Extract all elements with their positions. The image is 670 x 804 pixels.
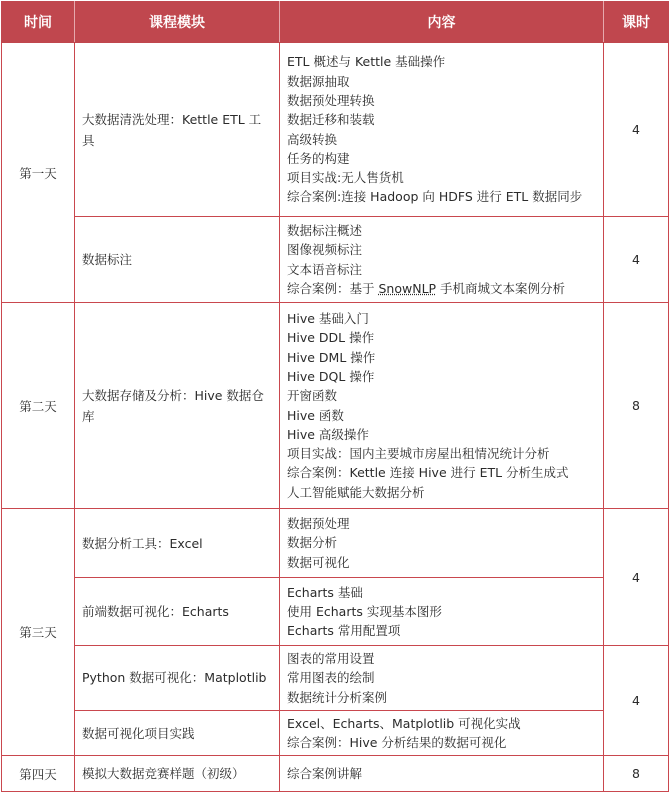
module-cell: 数据可视化项目实践	[75, 710, 280, 756]
table-row	[2, 578, 669, 646]
content-cell	[280, 509, 604, 578]
table-row	[2, 756, 669, 792]
module-cell: 数据标注	[75, 217, 280, 303]
hours-cell: 4	[604, 509, 669, 646]
hours-cell: 8	[604, 756, 669, 792]
content-line: ETL 概述与 Kettle 基础操作	[287, 54, 446, 70]
content-line: 高级转换	[287, 131, 338, 147]
table-header-row	[2, 2, 669, 43]
content-line: 数据分析	[287, 535, 338, 551]
header-content: 内容	[280, 2, 604, 43]
module-cell: 模拟大数据竞赛样题（初级）	[75, 756, 280, 792]
content-cell	[280, 756, 604, 792]
module-cell: 大数据存储及分析：Hive 数据仓库	[75, 303, 280, 509]
table-row	[2, 509, 669, 578]
header-hours: 课时	[604, 2, 669, 43]
content-cell	[280, 43, 604, 217]
table-row	[2, 217, 669, 303]
module-cell: 数据分析工具：Excel	[75, 509, 280, 578]
table-row	[2, 303, 669, 509]
content-line: 综合案例:连接 Hadoop 向 HDFS 进行 ETL 数据同步	[287, 189, 583, 205]
day-2-cell: 第二天	[2, 303, 75, 509]
content-line: 数据源抽取	[287, 73, 350, 89]
content-line: 数据预处理转换	[287, 92, 375, 108]
snownlp-term: SnowNLP	[378, 280, 437, 296]
content-line: 开窗函数	[287, 388, 338, 404]
content-line: 数据可视化	[287, 554, 350, 570]
content-line: 项目实战：国内主要城市房屋出租情况统计分析	[287, 446, 550, 462]
content-text: 综合案例：基于	[287, 280, 379, 296]
course-schedule-table	[1, 1, 669, 792]
content-line: Hive DQL 操作	[287, 368, 375, 384]
content-line: 综合案例：Kettle 连接 Hive 进行 ETL 分析生成式	[287, 465, 569, 481]
content-cell	[280, 578, 604, 646]
content-line: 图表的常用设置	[287, 651, 375, 666]
header-time: 时间	[2, 2, 75, 43]
content-cell	[280, 303, 604, 509]
content-line: Hive 高级操作	[287, 426, 369, 442]
content-text: 手机商城文本案例分析	[436, 280, 566, 296]
content-line: Hive DDL 操作	[287, 330, 375, 346]
content-cell	[280, 217, 604, 303]
content-line: 数据预处理	[287, 516, 350, 532]
content-line: 数据标注概述	[287, 222, 363, 238]
content-line: 使用 Echarts 实现基本图形	[287, 603, 442, 619]
module-cell: Python 数据可视化：Matplotlib	[75, 646, 280, 711]
content-line: 数据迁移和装载	[287, 112, 375, 128]
module-cell: 大数据清洗处理：Kettle ETL 工具	[75, 43, 280, 217]
content-line: 图像视频标注	[287, 242, 363, 258]
day-4-cell: 第四天	[2, 756, 75, 792]
content-line: 文本语音标注	[287, 261, 363, 277]
table-row	[2, 646, 669, 711]
header-module: 课程模块	[75, 2, 280, 43]
content-line: 常用图表的绘制	[287, 670, 375, 686]
content-line: Echarts 基础	[287, 584, 363, 600]
content-line: Echarts 常用配置项	[287, 623, 401, 639]
hours-cell: 8	[604, 303, 669, 509]
day-1-cell: 第一天	[2, 43, 75, 303]
hours-cell: 4	[604, 646, 669, 756]
content-line: 综合案例：Hive 分析结果的数据可视化	[287, 735, 507, 751]
content-line: Hive DML 操作	[287, 349, 376, 365]
content-line: 任务的构建	[287, 150, 350, 166]
content-line: 数据统计分析案例	[287, 689, 388, 705]
hours-cell: 4	[604, 43, 669, 217]
hours-cell: 4	[604, 217, 669, 303]
content-line: Hive 函数	[287, 407, 344, 423]
content-line: 人工智能赋能大数据分析	[287, 484, 425, 500]
module-cell: 前端数据可视化：Echarts	[75, 578, 280, 646]
content-line	[287, 279, 596, 298]
content-cell	[280, 646, 604, 711]
content-line: 项目实战:无人售货机	[287, 170, 404, 186]
content-line: Hive 基础入门	[287, 311, 369, 327]
day-3-cell: 第三天	[2, 509, 75, 756]
content-cell	[280, 710, 604, 756]
content-line: Excel、Echarts、Matplotlib 可视化实战	[287, 715, 521, 731]
table-row	[2, 43, 669, 217]
content-line: 综合案例讲解	[287, 766, 363, 782]
table-row	[2, 710, 669, 756]
